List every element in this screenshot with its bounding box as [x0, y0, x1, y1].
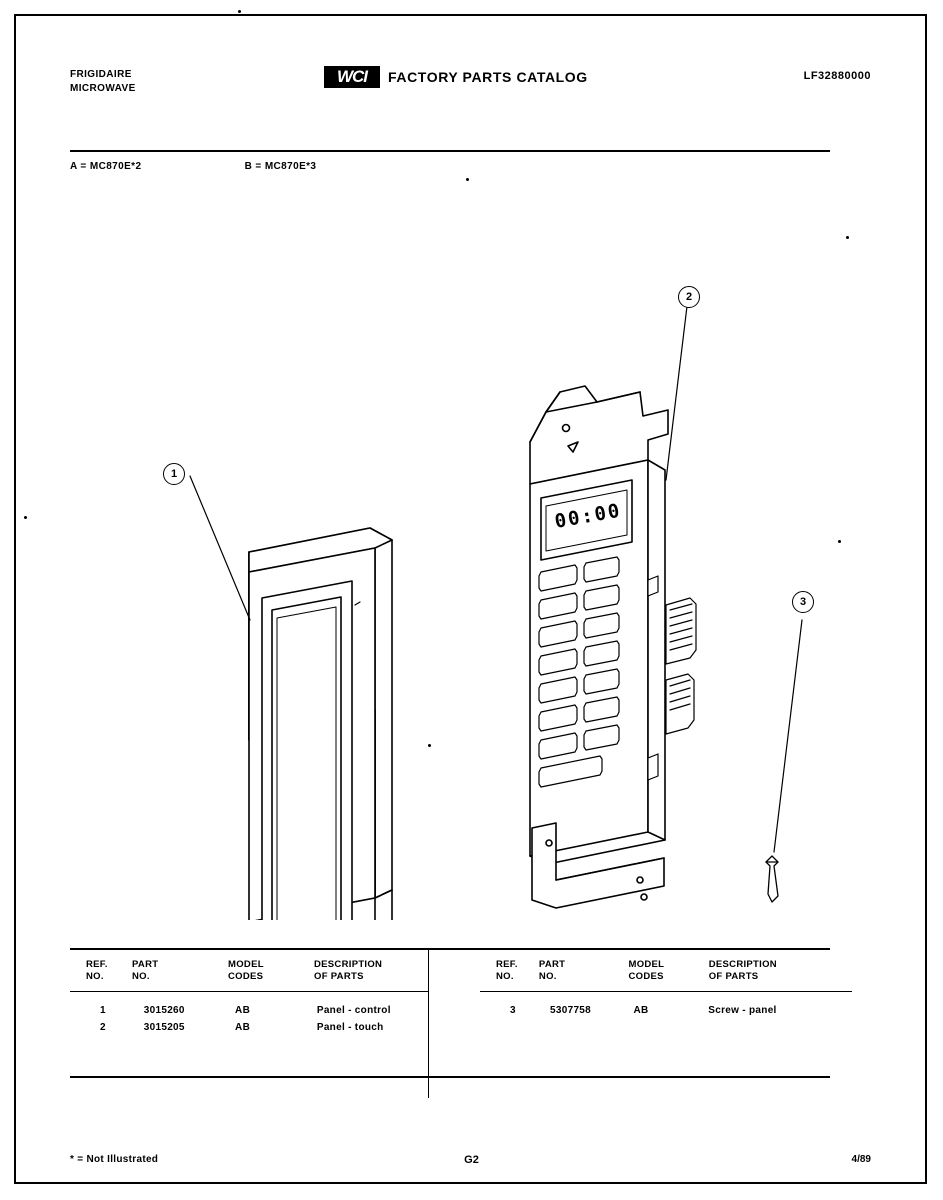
callout-1: 1	[163, 463, 185, 485]
cell-part-no: 5307758	[550, 1005, 592, 1016]
diagram-svg	[0, 180, 943, 920]
page-number: G2	[464, 1154, 479, 1166]
header-model-codes-line1: MODEL	[628, 959, 665, 970]
scan-speck	[846, 236, 849, 239]
cell-description: Screw - panel	[708, 1005, 777, 1016]
model-code-b: B = MC870E*3	[244, 161, 317, 172]
cell-model-codes: AB	[633, 1005, 649, 1016]
table-header-right	[480, 950, 830, 991]
display-digits: 00:00	[553, 499, 624, 533]
header-part-no-line2: NO.	[132, 971, 150, 982]
header-ref-no-line1: REF.	[86, 959, 108, 970]
table-body-right	[480, 992, 830, 1033]
header-model-codes-line1: MODEL	[228, 959, 264, 970]
model-code-a: A = MC870E*2	[70, 161, 142, 172]
header-description-line1: DESCRIPTION	[314, 959, 383, 970]
table-row	[86, 1002, 450, 1019]
header-ref-no-line1: REF.	[496, 959, 518, 970]
table-center-divider	[428, 950, 429, 1098]
cell-description: Panel - control	[316, 1005, 391, 1016]
catalog-title-text: FACTORY PARTS CATALOG	[388, 69, 588, 85]
header-model-codes-line2: CODES	[628, 971, 664, 982]
header-model-codes-line2: CODES	[228, 971, 264, 982]
table-right-column	[450, 950, 830, 1050]
brand-block	[70, 68, 136, 96]
cell-ref-no: 2	[100, 1022, 106, 1033]
table-row	[86, 1019, 450, 1036]
cell-part-no: 3015260	[143, 1005, 185, 1016]
header-part-no-line1: PART	[132, 959, 159, 970]
cell-ref-no: 3	[510, 1005, 516, 1016]
table-bottom-rule	[70, 1076, 830, 1078]
callout-2: 2	[678, 286, 700, 308]
cell-model-codes: AB	[235, 1022, 251, 1033]
scan-speck	[428, 744, 431, 747]
exploded-view-diagram	[0, 180, 943, 920]
document-number: LF32880000	[803, 70, 871, 82]
cell-model-codes: AB	[235, 1005, 251, 1016]
scan-speck	[24, 516, 27, 519]
revision-date: 4/89	[851, 1154, 871, 1165]
table-header-left	[70, 950, 450, 991]
callout-3: 3	[792, 591, 814, 613]
header-part-no-line1: PART	[538, 959, 566, 970]
brand-name: FRIGIDAIRE	[70, 69, 132, 80]
scan-speck	[466, 178, 469, 181]
header-description-line2: OF PARTS	[708, 971, 759, 982]
header-description-line2: OF PARTS	[314, 971, 364, 982]
model-code-legend	[70, 161, 316, 172]
header-description-line1: DESCRIPTION	[708, 959, 777, 970]
scan-speck	[838, 540, 841, 543]
brand-category: MICROWAVE	[70, 83, 136, 94]
scan-speck	[238, 10, 241, 13]
table-columns	[70, 950, 830, 1050]
header-part-no-line2: NO.	[538, 971, 557, 982]
cell-description: Panel - touch	[316, 1022, 384, 1033]
catalog-title-block	[324, 66, 588, 88]
cell-ref-no: 1	[100, 1005, 106, 1016]
header-divider	[70, 150, 830, 152]
footnote: * = Not Illustrated	[70, 1154, 159, 1165]
header-ref-no-line2: NO.	[86, 971, 104, 982]
table-row	[496, 1002, 830, 1019]
parts-table	[70, 948, 830, 1078]
cell-part-no: 3015205	[143, 1022, 185, 1033]
header-ref-no-line2: NO.	[496, 971, 514, 982]
wci-logo-icon: WCI	[324, 66, 380, 88]
table-left-column	[70, 950, 450, 1050]
table-body-left	[70, 992, 450, 1050]
